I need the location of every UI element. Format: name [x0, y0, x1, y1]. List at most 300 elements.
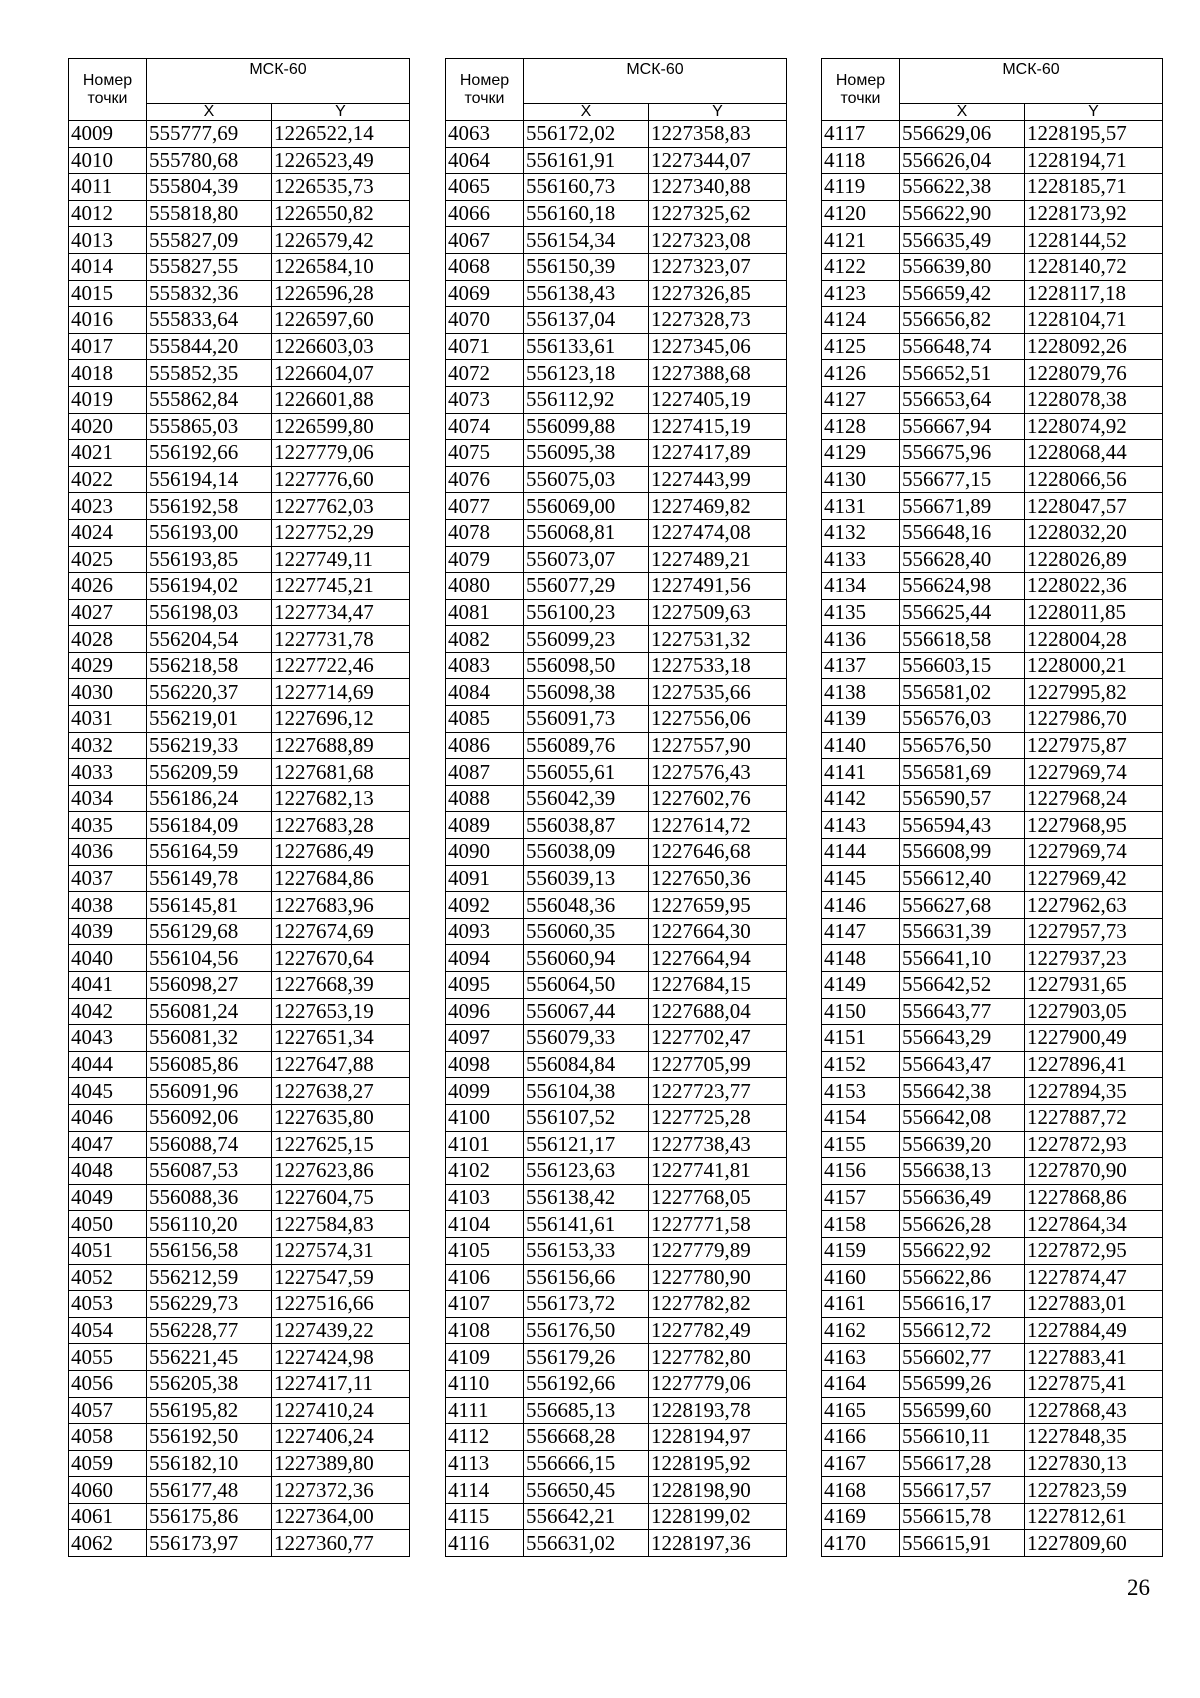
- point-number-cell: 4028: [69, 626, 147, 653]
- x-coordinate-cell: 556137,04: [524, 307, 649, 334]
- x-coordinate-cell: 556629,06: [900, 121, 1025, 148]
- table-row: [446, 1503, 787, 1530]
- y-coordinate-cell: 1227681,68: [272, 759, 410, 786]
- x-coordinate-cell: 556615,78: [900, 1503, 1025, 1530]
- point-number-cell: 4062: [69, 1530, 147, 1557]
- x-coordinate-cell: 556095,38: [524, 440, 649, 467]
- y-coordinate-cell: 1227358,83: [649, 121, 787, 148]
- table-row: [446, 972, 787, 999]
- y-coordinate-cell: 1227557,90: [649, 732, 787, 759]
- y-coordinate-cell: 1227664,94: [649, 945, 787, 972]
- point-number-header-line1: Номер: [82, 71, 133, 89]
- x-coordinate-cell: 556625,44: [900, 599, 1025, 626]
- table-row: [446, 386, 787, 413]
- x-coordinate-cell: 556639,20: [900, 1131, 1025, 1158]
- table-row: [822, 1104, 1163, 1131]
- x-coordinate-cell: 555852,35: [147, 360, 272, 387]
- x-coordinate-cell: 556221,45: [147, 1344, 272, 1371]
- y-coordinate-cell: 1228092,26: [1025, 333, 1163, 360]
- x-coordinate-cell: 556048,36: [524, 892, 649, 919]
- point-number-header-line2: точки: [87, 89, 128, 107]
- point-number-cell: 4163: [822, 1344, 900, 1371]
- x-coordinate-cell: 556581,02: [900, 679, 1025, 706]
- y-coordinate-cell: 1227900,49: [1025, 1025, 1163, 1052]
- point-number-header: [69, 59, 147, 121]
- table-header: [822, 59, 1163, 121]
- table-row: [822, 466, 1163, 493]
- table-row: [69, 307, 410, 334]
- point-number-cell: 4060: [69, 1477, 147, 1504]
- table-row: [822, 1051, 1163, 1078]
- table-row: [446, 333, 787, 360]
- x-coordinate-cell: 556085,86: [147, 1051, 272, 1078]
- y-coordinate-cell: 1227780,90: [649, 1264, 787, 1291]
- table-row: [69, 1344, 410, 1371]
- y-coordinate-cell: 1228140,72: [1025, 253, 1163, 280]
- y-coordinate-cell: 1228199,02: [649, 1503, 787, 1530]
- point-number-cell: 4090: [446, 839, 524, 866]
- y-coordinate-cell: 1227771,58: [649, 1211, 787, 1238]
- point-number-cell: 4050: [69, 1211, 147, 1238]
- table-row: [822, 200, 1163, 227]
- point-number-cell: 4098: [446, 1051, 524, 1078]
- table-row: [446, 1264, 787, 1291]
- table-row: [446, 121, 787, 148]
- y-coordinate-cell: 1227968,95: [1025, 812, 1163, 839]
- table-row: [446, 892, 787, 919]
- point-number-cell: 4130: [822, 466, 900, 493]
- y-coordinate-cell: 1227883,41: [1025, 1344, 1163, 1371]
- x-coordinate-cell: 555844,20: [147, 333, 272, 360]
- y-coordinate-cell: 1227903,05: [1025, 998, 1163, 1025]
- point-number-cell: 4070: [446, 307, 524, 334]
- x-coordinate-cell: 556081,24: [147, 998, 272, 1025]
- table-row: [822, 918, 1163, 945]
- point-number-cell: 4155: [822, 1131, 900, 1158]
- point-number-cell: 4082: [446, 626, 524, 653]
- x-coordinate-cell: 555804,39: [147, 174, 272, 201]
- point-number-cell: 4101: [446, 1131, 524, 1158]
- table-row: [69, 1025, 410, 1052]
- table-row: [446, 1078, 787, 1105]
- y-coordinate-cell: 1227872,95: [1025, 1237, 1163, 1264]
- y-coordinate-cell: 1228197,36: [649, 1530, 787, 1557]
- y-coordinate-cell: 1226535,73: [272, 174, 410, 201]
- point-number-cell: 4149: [822, 972, 900, 999]
- point-number-cell: 4048: [69, 1158, 147, 1185]
- table-row: [822, 945, 1163, 972]
- x-coordinate-cell: 556229,73: [147, 1291, 272, 1318]
- x-coordinate-cell: 556141,61: [524, 1211, 649, 1238]
- point-number-cell: 4091: [446, 865, 524, 892]
- x-coordinate-cell: 556642,08: [900, 1104, 1025, 1131]
- y-coordinate-cell: 1227705,99: [649, 1051, 787, 1078]
- table-row: [822, 413, 1163, 440]
- y-coordinate-cell: 1227443,99: [649, 466, 787, 493]
- table-row: [822, 519, 1163, 546]
- table-row: [69, 1211, 410, 1238]
- x-coordinate-cell: 556042,39: [524, 785, 649, 812]
- y-coordinate-cell: 1227874,47: [1025, 1264, 1163, 1291]
- x-coordinate-cell: 556088,36: [147, 1184, 272, 1211]
- table-row: [69, 892, 410, 919]
- y-coordinate-cell: 1227638,27: [272, 1078, 410, 1105]
- point-number-cell: 4051: [69, 1237, 147, 1264]
- y-coordinate-cell: 1227646,68: [649, 839, 787, 866]
- x-coordinate-cell: 555780,68: [147, 147, 272, 174]
- x-coordinate-cell: 556622,86: [900, 1264, 1025, 1291]
- y-coordinate-cell: 1227779,06: [649, 1370, 787, 1397]
- x-coordinate-cell: 556038,87: [524, 812, 649, 839]
- x-coordinate-cell: 556098,27: [147, 972, 272, 999]
- point-number-cell: 4118: [822, 147, 900, 174]
- point-number-cell: 4117: [822, 121, 900, 148]
- y-coordinate-cell: 1227779,06: [272, 440, 410, 467]
- table-row: [822, 1477, 1163, 1504]
- y-coordinate-cell: 1227962,63: [1025, 892, 1163, 919]
- x-coordinate-cell: 556149,78: [147, 865, 272, 892]
- x-coordinate-cell: 556099,23: [524, 626, 649, 653]
- y-coordinate-cell: 1227576,43: [649, 759, 787, 786]
- x-coordinate-cell: 556603,15: [900, 652, 1025, 679]
- x-coordinate-cell: 556154,34: [524, 227, 649, 254]
- y-coordinate-cell: 1227864,34: [1025, 1211, 1163, 1238]
- point-number-cell: 4037: [69, 865, 147, 892]
- y-coordinate-cell: 1227741,81: [649, 1158, 787, 1185]
- y-coordinate-cell: 1227776,60: [272, 466, 410, 493]
- table-row: [69, 253, 410, 280]
- y-coordinate-cell: 1227325,62: [649, 200, 787, 227]
- point-number-cell: 4076: [446, 466, 524, 493]
- y-coordinate-cell: 1226522,14: [272, 121, 410, 148]
- table-row: [446, 865, 787, 892]
- table-row: [822, 1291, 1163, 1318]
- x-coordinate-cell: 556123,18: [524, 360, 649, 387]
- point-number-cell: 4047: [69, 1131, 147, 1158]
- table-row: [69, 174, 410, 201]
- x-coordinate-cell: 556624,98: [900, 573, 1025, 600]
- point-number-header-line1: Номер: [835, 71, 886, 89]
- y-coordinate-cell: 1227702,47: [649, 1025, 787, 1052]
- table-row: [822, 1424, 1163, 1451]
- table-row: [69, 573, 410, 600]
- table-row: [822, 253, 1163, 280]
- table-row: [446, 1237, 787, 1264]
- point-number-cell: 4052: [69, 1264, 147, 1291]
- x-coordinate-cell: 556194,14: [147, 466, 272, 493]
- y-coordinate-cell: 1227762,03: [272, 493, 410, 520]
- x-coordinate-cell: 556590,57: [900, 785, 1025, 812]
- x-coordinate-cell: 556156,58: [147, 1237, 272, 1264]
- y-coordinate-cell: 1228079,76: [1025, 360, 1163, 387]
- point-number-cell: 4015: [69, 280, 147, 307]
- y-coordinate-cell: 1227345,06: [649, 333, 787, 360]
- y-coordinate-cell: 1227574,31: [272, 1237, 410, 1264]
- x-coordinate-cell: 556641,10: [900, 945, 1025, 972]
- y-coordinate-cell: 1226596,28: [272, 280, 410, 307]
- x-coordinate-cell: 556156,66: [524, 1264, 649, 1291]
- point-number-cell: 4099: [446, 1078, 524, 1105]
- table-row: [822, 1344, 1163, 1371]
- x-coordinate-cell: 556039,13: [524, 865, 649, 892]
- table-row: [822, 1184, 1163, 1211]
- y-coordinate-cell: 1227344,07: [649, 147, 787, 174]
- x-coordinate-cell: 556627,68: [900, 892, 1025, 919]
- x-coordinate-cell: 556055,61: [524, 759, 649, 786]
- y-column-header: Y: [1025, 104, 1163, 121]
- table-row: [822, 440, 1163, 467]
- x-coordinate-cell: 556615,91: [900, 1530, 1025, 1557]
- point-number-cell: 4071: [446, 333, 524, 360]
- table-row: [822, 121, 1163, 148]
- y-coordinate-cell: 1226579,42: [272, 227, 410, 254]
- point-number-cell: 4019: [69, 386, 147, 413]
- point-number-cell: 4068: [446, 253, 524, 280]
- point-number-header-line2: точки: [840, 89, 881, 107]
- point-number-cell: 4122: [822, 253, 900, 280]
- x-coordinate-cell: 555862,84: [147, 386, 272, 413]
- x-coordinate-cell: 556038,09: [524, 839, 649, 866]
- table-row: [446, 519, 787, 546]
- table-row: [446, 1158, 787, 1185]
- x-coordinate-cell: 556617,57: [900, 1477, 1025, 1504]
- point-number-cell: 4084: [446, 679, 524, 706]
- y-coordinate-cell: 1227883,01: [1025, 1291, 1163, 1318]
- table-row: [69, 1397, 410, 1424]
- x-coordinate-cell: 556622,38: [900, 174, 1025, 201]
- x-coordinate-cell: 556677,15: [900, 466, 1025, 493]
- point-number-cell: 4017: [69, 333, 147, 360]
- x-coordinate-cell: 556635,49: [900, 227, 1025, 254]
- table-row: [69, 121, 410, 148]
- x-coordinate-cell: 556091,96: [147, 1078, 272, 1105]
- x-coordinate-cell: 556175,86: [147, 1503, 272, 1530]
- x-coordinate-cell: 556088,74: [147, 1131, 272, 1158]
- x-coordinate-cell: 556643,47: [900, 1051, 1025, 1078]
- point-number-cell: 4137: [822, 652, 900, 679]
- y-coordinate-cell: 1227957,73: [1025, 918, 1163, 945]
- y-coordinate-cell: 1227547,59: [272, 1264, 410, 1291]
- y-coordinate-cell: 1226584,10: [272, 253, 410, 280]
- y-coordinate-cell: 1227650,36: [649, 865, 787, 892]
- point-number-cell: 4043: [69, 1025, 147, 1052]
- point-number-cell: 4034: [69, 785, 147, 812]
- table-row: [69, 945, 410, 972]
- point-number-cell: 4033: [69, 759, 147, 786]
- point-number-cell: 4023: [69, 493, 147, 520]
- table-row: [822, 1450, 1163, 1477]
- y-coordinate-cell: 1227731,78: [272, 626, 410, 653]
- y-coordinate-cell: 1227653,19: [272, 998, 410, 1025]
- y-coordinate-cell: 1227684,86: [272, 865, 410, 892]
- x-coordinate-cell: 556639,80: [900, 253, 1025, 280]
- table-row: [69, 333, 410, 360]
- y-coordinate-cell: 1228068,44: [1025, 440, 1163, 467]
- table-row: [822, 892, 1163, 919]
- y-coordinate-cell: 1227340,88: [649, 174, 787, 201]
- y-coordinate-cell: 1227968,24: [1025, 785, 1163, 812]
- point-number-cell: 4127: [822, 386, 900, 413]
- table-row: [446, 440, 787, 467]
- point-number-cell: 4032: [69, 732, 147, 759]
- table-row: [822, 360, 1163, 387]
- point-number-cell: 4148: [822, 945, 900, 972]
- point-number-cell: 4085: [446, 706, 524, 733]
- table-row: [69, 466, 410, 493]
- point-number-cell: 4138: [822, 679, 900, 706]
- point-number-cell: 4041: [69, 972, 147, 999]
- point-number-cell: 4016: [69, 307, 147, 334]
- table-header: [69, 59, 410, 121]
- point-number-cell: 4092: [446, 892, 524, 919]
- point-number-cell: 4049: [69, 1184, 147, 1211]
- coordinate-system-header: МСК-60: [524, 59, 787, 104]
- point-number-cell: 4044: [69, 1051, 147, 1078]
- table-row: [446, 1051, 787, 1078]
- y-coordinate-cell: 1227439,22: [272, 1317, 410, 1344]
- table-row: [446, 466, 787, 493]
- y-coordinate-cell: 1228004,28: [1025, 626, 1163, 653]
- table-row: [69, 1158, 410, 1185]
- x-coordinate-cell: 556064,50: [524, 972, 649, 999]
- table-row: [446, 1131, 787, 1158]
- x-coordinate-cell: 556642,21: [524, 1503, 649, 1530]
- y-coordinate-cell: 1227328,73: [649, 307, 787, 334]
- table-row: [69, 386, 410, 413]
- point-number-cell: 4067: [446, 227, 524, 254]
- point-number-cell: 4021: [69, 440, 147, 467]
- y-coordinate-cell: 1227782,80: [649, 1344, 787, 1371]
- point-number-cell: 4120: [822, 200, 900, 227]
- x-coordinate-cell: 556228,77: [147, 1317, 272, 1344]
- x-coordinate-cell: 556642,38: [900, 1078, 1025, 1105]
- x-coordinate-cell: 556618,58: [900, 626, 1025, 653]
- y-coordinate-cell: 1227372,36: [272, 1477, 410, 1504]
- y-coordinate-cell: 1227509,63: [649, 599, 787, 626]
- coordinate-system-header: МСК-60: [900, 59, 1163, 104]
- point-number-cell: 4162: [822, 1317, 900, 1344]
- y-coordinate-cell: 1227868,86: [1025, 1184, 1163, 1211]
- table-row: [446, 1291, 787, 1318]
- x-coordinate-cell: 556631,39: [900, 918, 1025, 945]
- x-column-header: X: [900, 104, 1025, 121]
- x-coordinate-cell: 556176,50: [524, 1317, 649, 1344]
- point-number-cell: 4140: [822, 732, 900, 759]
- table-row: [69, 679, 410, 706]
- y-coordinate-cell: 1227734,47: [272, 599, 410, 626]
- table-row: [446, 839, 787, 866]
- point-number-cell: 4165: [822, 1397, 900, 1424]
- y-coordinate-cell: 1227830,13: [1025, 1450, 1163, 1477]
- point-number-cell: 4110: [446, 1370, 524, 1397]
- x-coordinate-cell: 556089,76: [524, 732, 649, 759]
- y-coordinate-cell: 1228026,89: [1025, 546, 1163, 573]
- y-coordinate-cell: 1227602,76: [649, 785, 787, 812]
- y-coordinate-cell: 1227738,43: [649, 1131, 787, 1158]
- table-row: [822, 280, 1163, 307]
- y-coordinate-cell: 1227625,15: [272, 1131, 410, 1158]
- x-coordinate-cell: 556594,43: [900, 812, 1025, 839]
- y-coordinate-cell: 1227556,06: [649, 706, 787, 733]
- x-coordinate-cell: 556616,17: [900, 1291, 1025, 1318]
- x-coordinate-cell: 556636,49: [900, 1184, 1025, 1211]
- x-coordinate-cell: 556068,81: [524, 519, 649, 546]
- y-column-header: Y: [649, 104, 787, 121]
- point-number-cell: 4103: [446, 1184, 524, 1211]
- point-number-cell: 4054: [69, 1317, 147, 1344]
- y-coordinate-cell: 1227389,80: [272, 1450, 410, 1477]
- table-row: [446, 1025, 787, 1052]
- y-coordinate-cell: 1227686,49: [272, 839, 410, 866]
- y-coordinate-cell: 1227782,82: [649, 1291, 787, 1318]
- table-row: [822, 599, 1163, 626]
- table-row: [69, 1370, 410, 1397]
- table-row: [446, 1211, 787, 1238]
- y-coordinate-cell: 1227975,87: [1025, 732, 1163, 759]
- x-coordinate-cell: 556164,59: [147, 839, 272, 866]
- y-coordinate-cell: 1227614,72: [649, 812, 787, 839]
- table-row: [69, 360, 410, 387]
- x-coordinate-cell: 556173,72: [524, 1291, 649, 1318]
- y-coordinate-cell: 1228032,20: [1025, 519, 1163, 546]
- table-row: [446, 1530, 787, 1557]
- point-number-cell: 4089: [446, 812, 524, 839]
- point-number-cell: 4072: [446, 360, 524, 387]
- table-row: [69, 1104, 410, 1131]
- table-row: [446, 1344, 787, 1371]
- page-number: 26: [1127, 1575, 1150, 1600]
- y-coordinate-cell: 1226523,49: [272, 147, 410, 174]
- x-coordinate-cell: 556576,50: [900, 732, 1025, 759]
- x-coordinate-cell: 556145,81: [147, 892, 272, 919]
- y-coordinate-cell: 1227749,11: [272, 546, 410, 573]
- y-coordinate-cell: 1227875,41: [1025, 1370, 1163, 1397]
- table-row: [446, 1370, 787, 1397]
- x-coordinate-cell: 556581,69: [900, 759, 1025, 786]
- x-coordinate-cell: 556091,73: [524, 706, 649, 733]
- table-row: [69, 972, 410, 999]
- x-coordinate-cell: 556112,92: [524, 386, 649, 413]
- y-coordinate-cell: 1226601,88: [272, 386, 410, 413]
- table-row: [446, 945, 787, 972]
- point-number-cell: 4112: [446, 1424, 524, 1451]
- y-coordinate-cell: 1227688,89: [272, 732, 410, 759]
- x-coordinate-cell: 556133,61: [524, 333, 649, 360]
- table-row: [69, 1078, 410, 1105]
- y-coordinate-cell: 1227931,65: [1025, 972, 1163, 999]
- table-row: [69, 599, 410, 626]
- point-number-cell: 4154: [822, 1104, 900, 1131]
- x-coordinate-cell: 556617,28: [900, 1450, 1025, 1477]
- x-coordinate-cell: 556205,38: [147, 1370, 272, 1397]
- table-header: [446, 59, 787, 121]
- point-number-cell: 4093: [446, 918, 524, 945]
- y-coordinate-cell: 1227887,72: [1025, 1104, 1163, 1131]
- x-coordinate-cell: 556631,02: [524, 1530, 649, 1557]
- coordinate-system-header: МСК-60: [147, 59, 410, 104]
- x-coordinate-cell: 556098,38: [524, 679, 649, 706]
- y-coordinate-cell: 1228173,92: [1025, 200, 1163, 227]
- x-coordinate-cell: 556219,01: [147, 706, 272, 733]
- y-coordinate-cell: 1227417,11: [272, 1370, 410, 1397]
- y-coordinate-cell: 1227752,29: [272, 519, 410, 546]
- y-coordinate-cell: 1227884,49: [1025, 1317, 1163, 1344]
- y-coordinate-cell: 1228078,38: [1025, 386, 1163, 413]
- y-coordinate-cell: 1227474,08: [649, 519, 787, 546]
- point-number-cell: 4095: [446, 972, 524, 999]
- point-number-cell: 4108: [446, 1317, 524, 1344]
- y-coordinate-cell: 1227535,66: [649, 679, 787, 706]
